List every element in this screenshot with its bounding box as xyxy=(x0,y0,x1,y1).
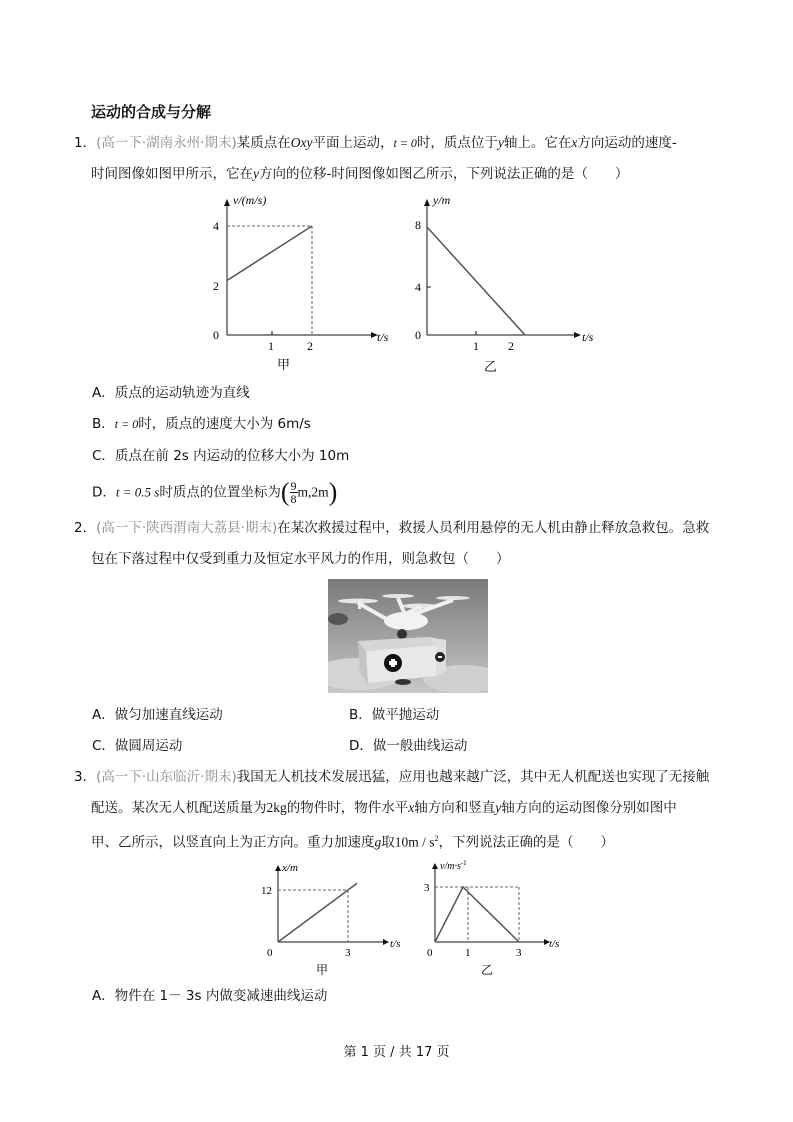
y-axis-label: y/m xyxy=(433,193,451,207)
x-axis-label: t/s xyxy=(582,330,594,344)
y-tick-label: 0 xyxy=(267,947,273,959)
x-tick-label: 2 xyxy=(508,339,514,353)
q1-chart-yi xyxy=(410,188,605,378)
y-tick-label: 4 xyxy=(213,219,219,233)
series-line xyxy=(435,887,519,942)
x-tick-label: 1 xyxy=(465,947,471,959)
q3-option-a[interactable]: A．物件在 1－ 3s 内做变减速曲线运动 xyxy=(92,988,328,1004)
q1-option-b[interactable] xyxy=(92,414,311,434)
q1-t0: t = 0 xyxy=(114,417,139,431)
x-tick-label: 3 xyxy=(345,947,351,959)
q2-source: (高一下·陕西渭南大荔县·期末) xyxy=(96,520,278,536)
x-tick-label: 1 xyxy=(268,339,274,353)
series-line xyxy=(278,883,357,942)
coord-text: m,2m xyxy=(297,484,329,500)
y-tick-label: 0 xyxy=(427,947,433,959)
q3-text: 轴方向和竖直 xyxy=(414,800,496,816)
q3-source: (高一下·山东临沂·期末) xyxy=(96,769,237,785)
q1-text: 时间图像如图甲所示，它在 xyxy=(91,166,253,182)
q1-t05: t = 0.5 s xyxy=(115,484,160,500)
q3-chart-yi xyxy=(415,858,565,984)
q1-y: y xyxy=(497,135,504,150)
q2-line2: 包在下落过程中仅受到重力及恒定水平风力的作用，则急救包（ ） xyxy=(91,551,510,567)
series-line xyxy=(427,227,525,335)
option-label: D． xyxy=(92,484,116,501)
option-text: 时质点的位置坐标为 xyxy=(159,484,281,501)
q1-text: 轴上。它在 xyxy=(503,135,572,151)
q1-text: 时，质点位于 xyxy=(416,135,498,151)
q2-option-d[interactable]: D．做一般曲线运动 xyxy=(349,738,468,754)
y-axis-label: $v/m\cdot s^{-1}$ xyxy=(440,859,467,872)
q1-option-c[interactable]: C．质点在前 2s 内运动的位移大小为 10m xyxy=(92,448,350,464)
chart-caption: 乙 xyxy=(484,359,498,374)
q3-mass: 2kg xyxy=(266,800,287,815)
q1-text: 方向运动的速度- xyxy=(577,135,677,151)
q1-text: 方向的位移-时间图像如图乙所示，下列说法正确的是（ ） xyxy=(259,166,629,182)
y-tick-label: 0 xyxy=(415,328,421,342)
q3-text: 取 xyxy=(381,834,395,851)
x-axis-label: t/s xyxy=(377,330,389,344)
chart-caption: 甲 xyxy=(277,357,291,372)
x-tick-label: 2 xyxy=(307,339,313,353)
x-tick-label: 3 xyxy=(516,947,522,959)
y-tick-label: 0 xyxy=(213,328,219,342)
q1-number: 1． xyxy=(74,135,97,151)
x-axis-label: t/s xyxy=(549,938,560,950)
q3-x: x xyxy=(408,800,415,815)
y-tick-label: 4 xyxy=(415,280,421,294)
q3-text: ，下列说法正确的是（ ） xyxy=(438,834,615,851)
q3-text: 我国无人机技术发展迅猛，应用也越来越广泛，其中无人机配送也实现了无接触 xyxy=(236,769,710,785)
q1-t0: t = 0 xyxy=(393,136,417,150)
chart-caption: 乙 xyxy=(481,963,494,977)
q3-text: 甲、乙所示，以竖直向上为正方向。重力加速度 xyxy=(91,834,375,851)
q3-text: 配送。某次无人机配送质量为 xyxy=(91,800,267,816)
q3-chart-jia xyxy=(252,858,400,984)
y-tick-label: 8 xyxy=(415,218,421,232)
q1-source: (高一下·湖南永州·期末) xyxy=(96,135,237,151)
q3-line1 xyxy=(74,767,709,787)
y-tick-label: 3 xyxy=(424,882,430,894)
q2-option-c[interactable]: C．做圆周运动 xyxy=(92,738,183,754)
q1-oxy: Oxy xyxy=(290,135,313,150)
q3-text: 轴方向的运动图像分别如图中 xyxy=(501,800,677,816)
y-tick-label: 12 xyxy=(261,885,272,897)
q2-line1 xyxy=(74,518,709,538)
q2-number: 2． xyxy=(74,520,97,536)
q1-x: x xyxy=(571,135,578,150)
q3-number: 3． xyxy=(74,769,97,785)
q1-line2 xyxy=(91,164,628,184)
q1-chart-jia xyxy=(205,188,400,378)
q3-sup: 2 xyxy=(434,834,439,843)
chart-caption: 甲 xyxy=(316,963,329,977)
q1-text: 某质点在 xyxy=(236,135,291,151)
option-label: B． xyxy=(92,416,115,432)
q1-text: 平面上运动， xyxy=(312,135,394,151)
q2-option-b[interactable]: B．做平抛运动 xyxy=(349,707,440,723)
y-axis-label: x/m xyxy=(282,862,298,874)
q3-line3 xyxy=(91,829,614,853)
q3-text: 的物件时，物件水平 xyxy=(286,800,409,816)
q2-option-a[interactable]: A．做匀加速直线运动 xyxy=(92,707,223,723)
q3-line2 xyxy=(91,798,677,818)
y-tick-label: 2 xyxy=(213,279,219,293)
q3-g: g xyxy=(374,834,382,850)
series-line xyxy=(227,226,312,281)
q1-option-a[interactable]: A．质点的运动轨迹为直线 xyxy=(92,385,250,401)
drone-photo xyxy=(328,579,488,693)
q3-y: y xyxy=(495,800,502,815)
q2-text: 在某次救援过程中，救援人员利用悬停的无人机由静止释放急救包。急救 xyxy=(277,520,710,536)
q3-g-value: 10m / s xyxy=(394,834,435,850)
x-tick-label: 1 xyxy=(473,339,479,353)
q1-y: y xyxy=(253,166,259,181)
y-axis-label: v/(m/s) xyxy=(233,193,267,207)
x-axis-label: t/s xyxy=(390,938,400,950)
fraction: $\frac{9}{8}$ xyxy=(290,479,297,506)
page-title: 运动的合成与分解 xyxy=(91,103,212,121)
q1-line1 xyxy=(74,133,677,153)
option-text: 时，质点的速度大小为 6m/s xyxy=(138,416,311,432)
q1-option-d[interactable]: D．t = 0.5 s时质点的位置坐标为( $\frac{9}{8}$ m,2m) xyxy=(92,477,338,507)
page-footer: 第 1 页 / 共 17 页 xyxy=(343,1045,450,1060)
